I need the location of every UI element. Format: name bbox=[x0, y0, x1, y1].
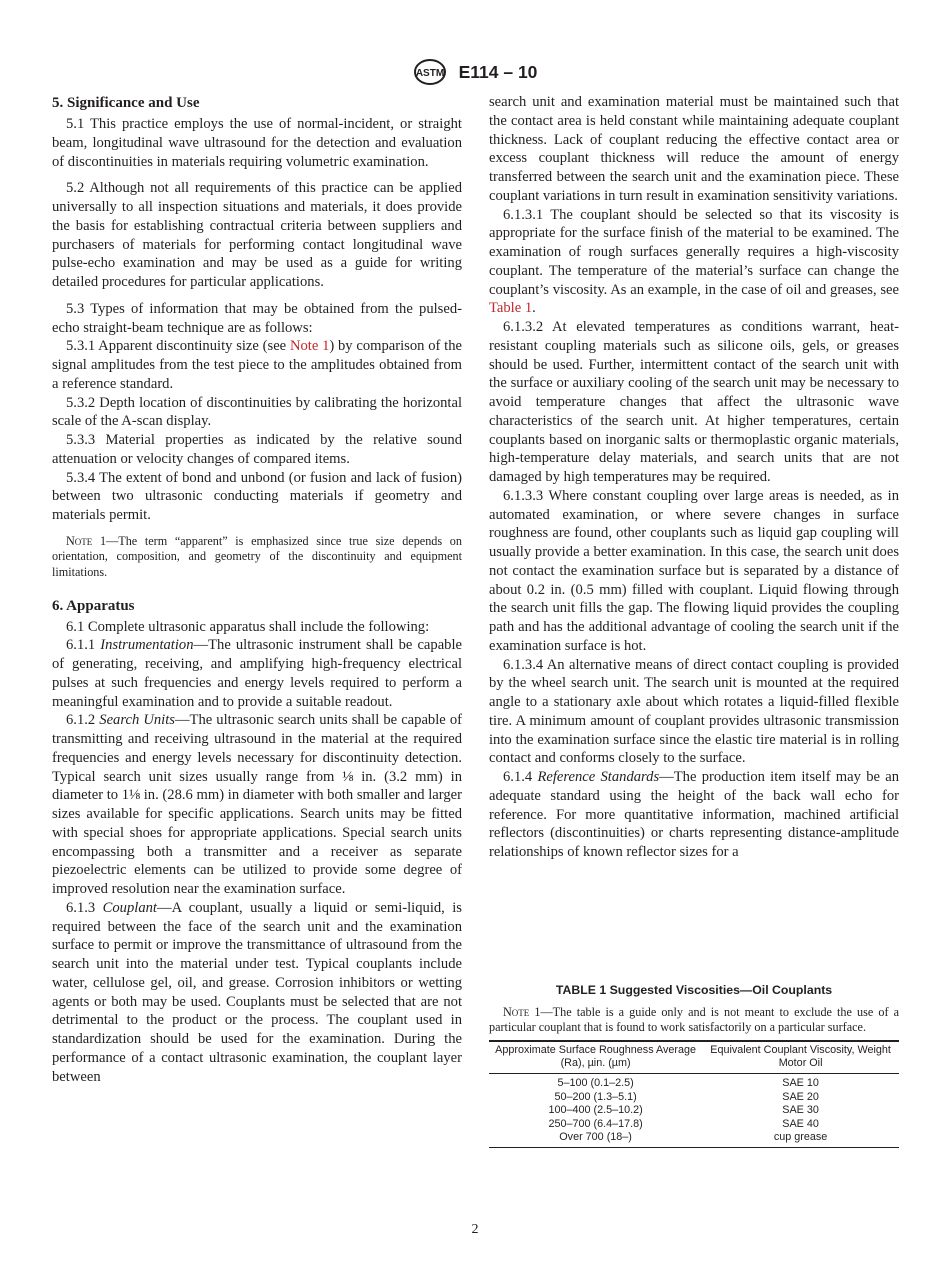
table-note-text: —The table is a guide only and is not meant to exclude the use of a particular couplant that is found to work satisfactorily on a particular surface. bbox=[489, 1005, 899, 1035]
table-row bbox=[489, 1131, 899, 1147]
table-row bbox=[489, 1118, 899, 1132]
page-header bbox=[0, 58, 950, 86]
roughness-cell: 250–700 (6.4–17.8) bbox=[548, 1117, 643, 1130]
paragraph bbox=[52, 636, 462, 711]
table-note bbox=[489, 1005, 899, 1036]
note-label: Note 1 bbox=[66, 533, 107, 548]
paragraph-text: —The production item itself may be an adequate standard using the height of the back wall echo for reference. For more quantitative information, machined artificial reflectors (discontinuities) or charts representing distance-amplitude relationships of known reflector sizes for a bbox=[489, 769, 899, 860]
paragraph-text: —The ultrasonic instrument shall be capable of generating, receiving, and amplifying high-frequency electrical pulses at such frequencies and energy levels required to perform a meaningful examination and to provide a suitable readout. bbox=[52, 637, 463, 710]
paragraph-text: 6.1.3 bbox=[66, 899, 103, 916]
paragraph bbox=[489, 93, 899, 206]
paragraph-term: Reference Standards bbox=[537, 769, 660, 785]
roughness-cell: Over 700 (18–) bbox=[489, 1131, 702, 1147]
viscosity-cell: SAE 20 bbox=[782, 1090, 819, 1103]
paragraph-text: 5.3 Types of information that may be obtained from the pulsed-echo straight-beam technique are as follows: bbox=[52, 300, 462, 336]
column-header: Approximate Surface Roughness Average (Ra), µin. (µm) bbox=[489, 1041, 702, 1074]
paragraph-text: 6.1.3.4 An alternative means of direct contact coupling is provided by the wheel search unit. The search unit is mounted at the required angle to a stationary axle about which rotates a liquid-filled flexible tire. A minimum amount of couplant provides ultrasonic transmission into the examination surface since the elastic tire material is in rolling contact and conforms closely to the surface. bbox=[489, 656, 899, 767]
paragraph bbox=[489, 487, 899, 656]
viscosity-cell: SAE 10 bbox=[782, 1077, 819, 1089]
paragraph bbox=[52, 115, 462, 171]
paragraph-term: Couplant bbox=[102, 899, 157, 916]
section-heading: 6. Apparatus bbox=[52, 597, 135, 614]
table-title: TABLE 1 Suggested Viscosities—Oil Couplants bbox=[555, 983, 833, 997]
table-1 bbox=[489, 983, 899, 1148]
paragraph-text: 5.3.3 Material properties as indicated by the relative sound attenuation or velocity changes of compared items. bbox=[52, 432, 462, 467]
paragraph bbox=[489, 768, 899, 862]
paragraph bbox=[489, 656, 899, 769]
paragraph-text: 6.1.4 bbox=[503, 769, 538, 785]
note-paragraph bbox=[52, 534, 462, 581]
paragraph-text: . bbox=[532, 300, 536, 317]
paragraph-text: —The ultrasonic search units shall be capable of transmitting and receiving ultrasound in the material at the required frequencies and energy levels necessary for discontinuity detection. Typical search unit sizes usually range from ⅛ in. (3.2 mm) in diameter to 1⅛ in. (28.6 mm) in diameter with both smaller and larger sizes available for specific applications. Search units may be fitted with special shoes for appropriate applications. Special search units encompassing both a transmitter and a receiver as separate piezoelectric elements can be utilized to provide some degree of improved resolution near the examination surface. bbox=[52, 712, 462, 898]
roughness-cell: 5–100 (0.1–2.5) bbox=[557, 1077, 634, 1089]
paragraph-text: 6.1.3.2 At elevated temperatures as conditions warrant, heat-resistant coupling materials such as silicone oils, gels, or greases should be used. Further, intermittent contact of the search unit with the surface or auxiliary cooling of the search unit may be necessary to avoid temperature changes that affect the ultrasonic wave characteristics of the search unit. At higher temperatures, certain couplants based on inorganic salts or thermoplastic organic materials, high-temperature delay materials, and search units that are not damaged by high temperatures may be required. bbox=[489, 319, 899, 485]
paragraph-text: ) by comparison of the signal amplitudes from the test piece to the amplitudes obtained from a reference standard. bbox=[52, 338, 462, 392]
svg-text:ASTM: ASTM bbox=[415, 68, 444, 79]
table-row bbox=[489, 1091, 899, 1105]
column-header: Equivalent Couplant Viscosity, Weight Motor Oil bbox=[702, 1041, 899, 1074]
astm-logo-icon bbox=[413, 58, 447, 86]
paragraph bbox=[52, 337, 462, 393]
right-column bbox=[489, 93, 899, 862]
paragraph bbox=[52, 431, 462, 469]
paragraph-text: 5.2 Although not all requirements of this practice can be applied universally to all inspection situations and materials, it does provide the basis for establishing contractual criteria between suppliers and purchasers of materials for performing contact longitudinal wave pulse-echo examination and may be used as a guide for writing detailed procedures for particular applications. bbox=[52, 180, 462, 290]
paragraph-text: —A couplant, usually a liquid or semi-liquid, is required between the face of the search unit and the examination surface to permit or improve the transmittance of ultrasound from the search unit into the material under test. Typical couplants include water, cellulose gel, oil, and grease. Corrosion inhibitors or wetting agents or both may be used. Couplants must be selected that are not detrimental to the product or the process. The couplant used in standardization should be used for the examination. During the performance of a contact ultrasonic examination, the couplant layer between bbox=[52, 899, 462, 1085]
paragraph bbox=[489, 318, 899, 487]
table-row bbox=[489, 1104, 899, 1118]
viscosity-cell: SAE 30 bbox=[782, 1104, 819, 1117]
paragraph bbox=[52, 618, 462, 637]
table-row bbox=[489, 1074, 899, 1091]
page-number: 2 bbox=[471, 1222, 479, 1237]
left-column bbox=[52, 93, 462, 1086]
section-heading: 5. Significance and Use bbox=[52, 95, 200, 111]
roughness-cell: 50–200 (1.3–5.1) bbox=[554, 1090, 637, 1103]
cross-reference-link[interactable]: Table 1 bbox=[489, 300, 533, 317]
paragraph-text: 6.1.3.3 Where constant coupling over large areas is needed, as in automated examination, or where severe changes in surface roughness are found, other couplants such as liquid gap coupling will usually provide a better examination. In this case, the search unit does not contact the examination surface but is separated by a distance of about 0.2 in. (0.5 mm) filled with couplant. Liquid flowing through the search unit fills the gap. The flowing liquid provides the coupling path and has the additional advantage of cooling the search unit if the examination surface is hot. bbox=[489, 487, 899, 654]
paragraph-text: 6.1.1 bbox=[66, 637, 101, 654]
paragraph bbox=[52, 711, 462, 899]
paragraph bbox=[489, 206, 899, 319]
cross-reference-link[interactable]: Note 1 bbox=[289, 338, 330, 355]
paragraph-text: 6.1 Complete ultrasonic apparatus shall include the following: bbox=[66, 618, 430, 635]
paragraph bbox=[52, 469, 462, 525]
paragraph-text: 5.3.1 Apparent discontinuity size (see bbox=[66, 338, 290, 355]
roughness-cell: 100–400 (2.5–10.2) bbox=[548, 1104, 643, 1117]
paragraph bbox=[52, 179, 462, 292]
paragraph-text: 6.1.2 bbox=[66, 712, 100, 729]
viscosity-table bbox=[489, 1040, 899, 1148]
paragraph-text: 5.1 This practice employs the use of normal-incident, or straight beam, longitudinal wave ultrasound for the detection and evaluation of discontinuities in materials requiring volumetric examination. bbox=[52, 116, 462, 170]
paragraph-term: Search Units bbox=[99, 712, 175, 729]
viscosity-cell: cup grease bbox=[702, 1131, 899, 1147]
paragraph bbox=[52, 394, 462, 432]
table-note-label: Note 1 bbox=[503, 1005, 541, 1019]
paragraph bbox=[52, 300, 462, 338]
paragraph-text: 5.3.4 The extent of bond and unbond (or fusion and lack of fusion) between two ultrasonic conducting materials if geometry and materials permit. bbox=[52, 469, 462, 523]
paragraph-text: 5.3.2 Depth location of discontinuities by calibrating the horizontal scale of the A-scan display. bbox=[52, 394, 462, 430]
viscosity-cell: SAE 40 bbox=[782, 1117, 819, 1130]
document-code: E114 – 10 bbox=[458, 61, 538, 82]
paragraph bbox=[52, 899, 462, 1087]
paragraph-text: 6.1.3.1 The couplant should be selected so that its viscosity is appropriate for the surface finish of the material to be examined. The examination of rough surfaces generally requires a high-viscosity couplant. The temperature of the material’s surface can change the couplant’s viscosity. As an example, in the case of oil and greases, see bbox=[489, 206, 899, 298]
paragraph-term: Instrumentation bbox=[100, 637, 194, 654]
paragraph-text: —The term “apparent” is emphasized since true size depends on orientation, composition, and geometry of the discontinuity and equipment limitations. bbox=[52, 533, 462, 579]
paragraph-text: search unit and examination material must be maintained such that the contact area is held constant while maintaining adequate couplant thickness. Lack of couplant reducing the effective contact area or excess couplant thickness will reduce the amount of energy transferred between the search unit and the examination piece. These couplant variations in turn result in examination sensitivity variations. bbox=[489, 94, 899, 204]
